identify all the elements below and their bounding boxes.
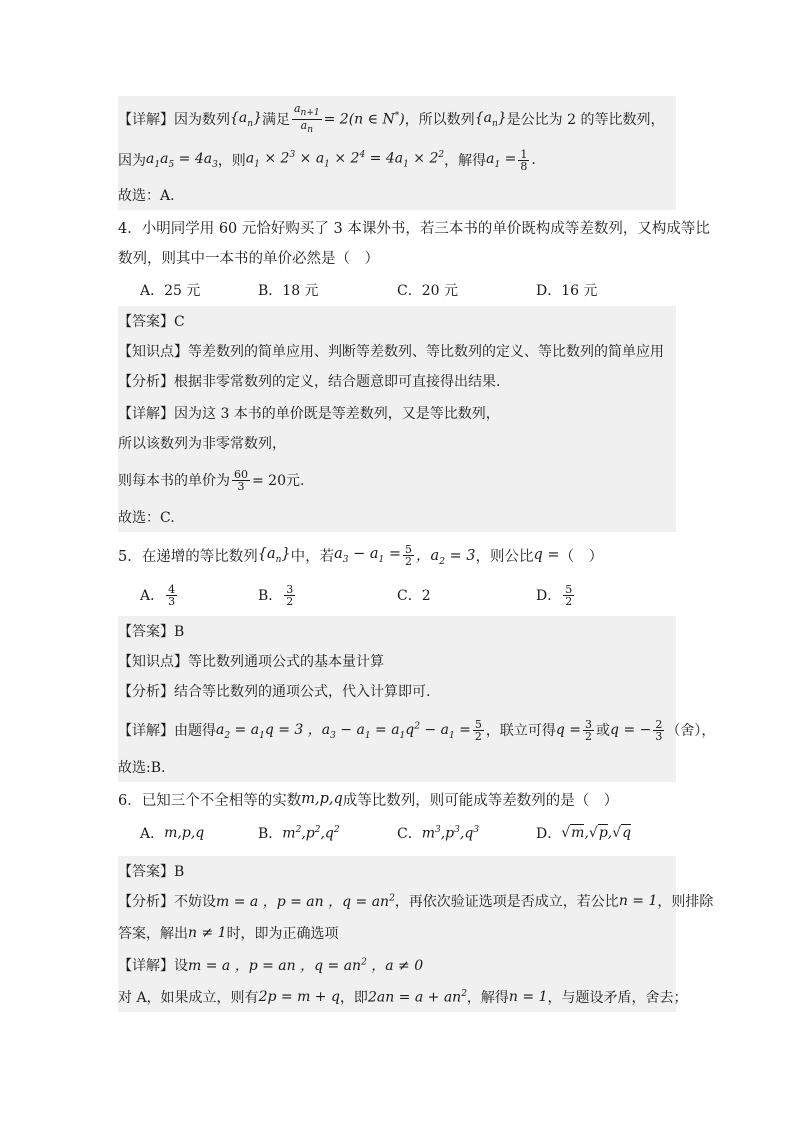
q6-detail: 【详解】设 m = a ，p = an ，$q = an^2$ ，a ≠ 0 [118, 957, 424, 974]
q3-detail-line2: 因为 $a_1a_5 = 4a_3$ ，则 $a_1 \times 2^3 \times a_1 \times 2^4 = 4a_1 \times 2^2$ ，解得 $a_1$ = $\frac{1}{8}$ . [118, 147, 536, 173]
q5-option-c: C．2 [397, 588, 431, 604]
q4-stem-line1: 4．小明同学用 60 元恰好购买了 3 本课外书，若三本书的单价既构成等差数列，又构成等比 [118, 220, 710, 237]
q4-detail-line1: 【详解】因为这 3 本书的单价既是等差数列，又是等比数列， [118, 406, 500, 422]
q5-knowledge: 【知识点】等比数列通项公式的基本量计算 [118, 654, 384, 670]
q4-detail-line2: 所以该数列为非零常数列， [118, 436, 286, 452]
q6-option-a: A． m,p,q [140, 825, 205, 842]
q4-choose: 故选：C. [118, 510, 175, 526]
q6-analysis-line1: 【分析】不妨设 m = a ，p = an ，$q = an^2$ ，再依次验证选项是否成立，若公比 n = 1 ，则排除 [118, 893, 714, 910]
q4-option-d: D．16 元 [536, 283, 598, 299]
q6-stem: 6．已知三个不全相等的实数 m,p,q 成等比数列，则可能成等差数列的是（ ） [118, 791, 619, 809]
q4-detail-line3: 则每本书的单价为 $\frac{60}{3}$ = 20元. [118, 467, 305, 493]
q4-option-b: B．18 元 [258, 283, 319, 299]
q4-option-c: C．20 元 [397, 283, 458, 299]
q5-detail: 【详解】由题得 $a_2 = a_1q = 3$ ，$a_3 - a_1 = a_1q^2 - a_1$ = $\frac{5}{2}$ ，联立可得 q = $\frac{3}{2}$ 或 q = − $\frac{2}{3}$ （舍）， [118, 717, 716, 743]
q3-choose: 故选：A. [118, 188, 175, 204]
q4-knowledge: 【知识点】等差数列的简单应用、判断等差数列、等比数列的定义、等比数列的简单应用 [118, 344, 664, 360]
q4-option-a: A．25 元 [140, 283, 201, 299]
ratio-fraction: $\frac{a_{n+1}}{a_n}$ [293, 102, 320, 135]
q5-stem: 5．在递增的等比数列 $\{a_n\}$ 中，若 $a_3 - a_1$ = $\frac{5}{2}$ ，$a_2 = 3$ ，则公比 q = （ ） [118, 542, 604, 568]
q6-answer: 【答案】B [118, 864, 185, 880]
q5-option-b: B． $\frac{3}{2}$ [258, 582, 294, 608]
q5-option-a: A． $\frac{4}{3}$ [140, 582, 176, 608]
q5-option-d: D． $\frac{5}{2}$ [536, 582, 573, 608]
q4-analysis: 【分析】根据非零常数列的定义，结合题意即可直接得出结果. [118, 374, 501, 390]
q5-analysis: 【分析】结合等比数列的通项公式，代入计算即可. [118, 684, 431, 700]
q6-case-a: 对 A，如果成立，则有 2p = m + q ，即 $2an = a + an^2$ ，解得 n = 1 ，与题设矛盾，舍去； [118, 988, 688, 1006]
q4-stem-line2: 数列，则其中一本书的单价必然是（ ） [118, 250, 379, 267]
q6-option-d: D． √m,√p,√q [536, 825, 632, 842]
q6-option-b: B． $m^2,p^2,q^2$ [258, 824, 340, 842]
q6-analysis-line2: 答案，解出 n ≠ 1 时，即为正确选项 [118, 925, 339, 942]
q3-detail-line1: 【详解】 因为数列 $\{a_n\}$ 满足 $\frac{a_{n+1}}{a_n}$ = 2(n ∈ N*) ，所以数列 $\{a_n\}$ 是公比为 2 的等比数列， [118, 102, 665, 135]
q5-answer: 【答案】B [118, 624, 185, 640]
q5-choose: 故选:B. [118, 760, 166, 776]
q4-answer: 【答案】C [118, 314, 185, 330]
q6-option-c: C． $m^3,p^3,q^3$ [397, 824, 480, 842]
